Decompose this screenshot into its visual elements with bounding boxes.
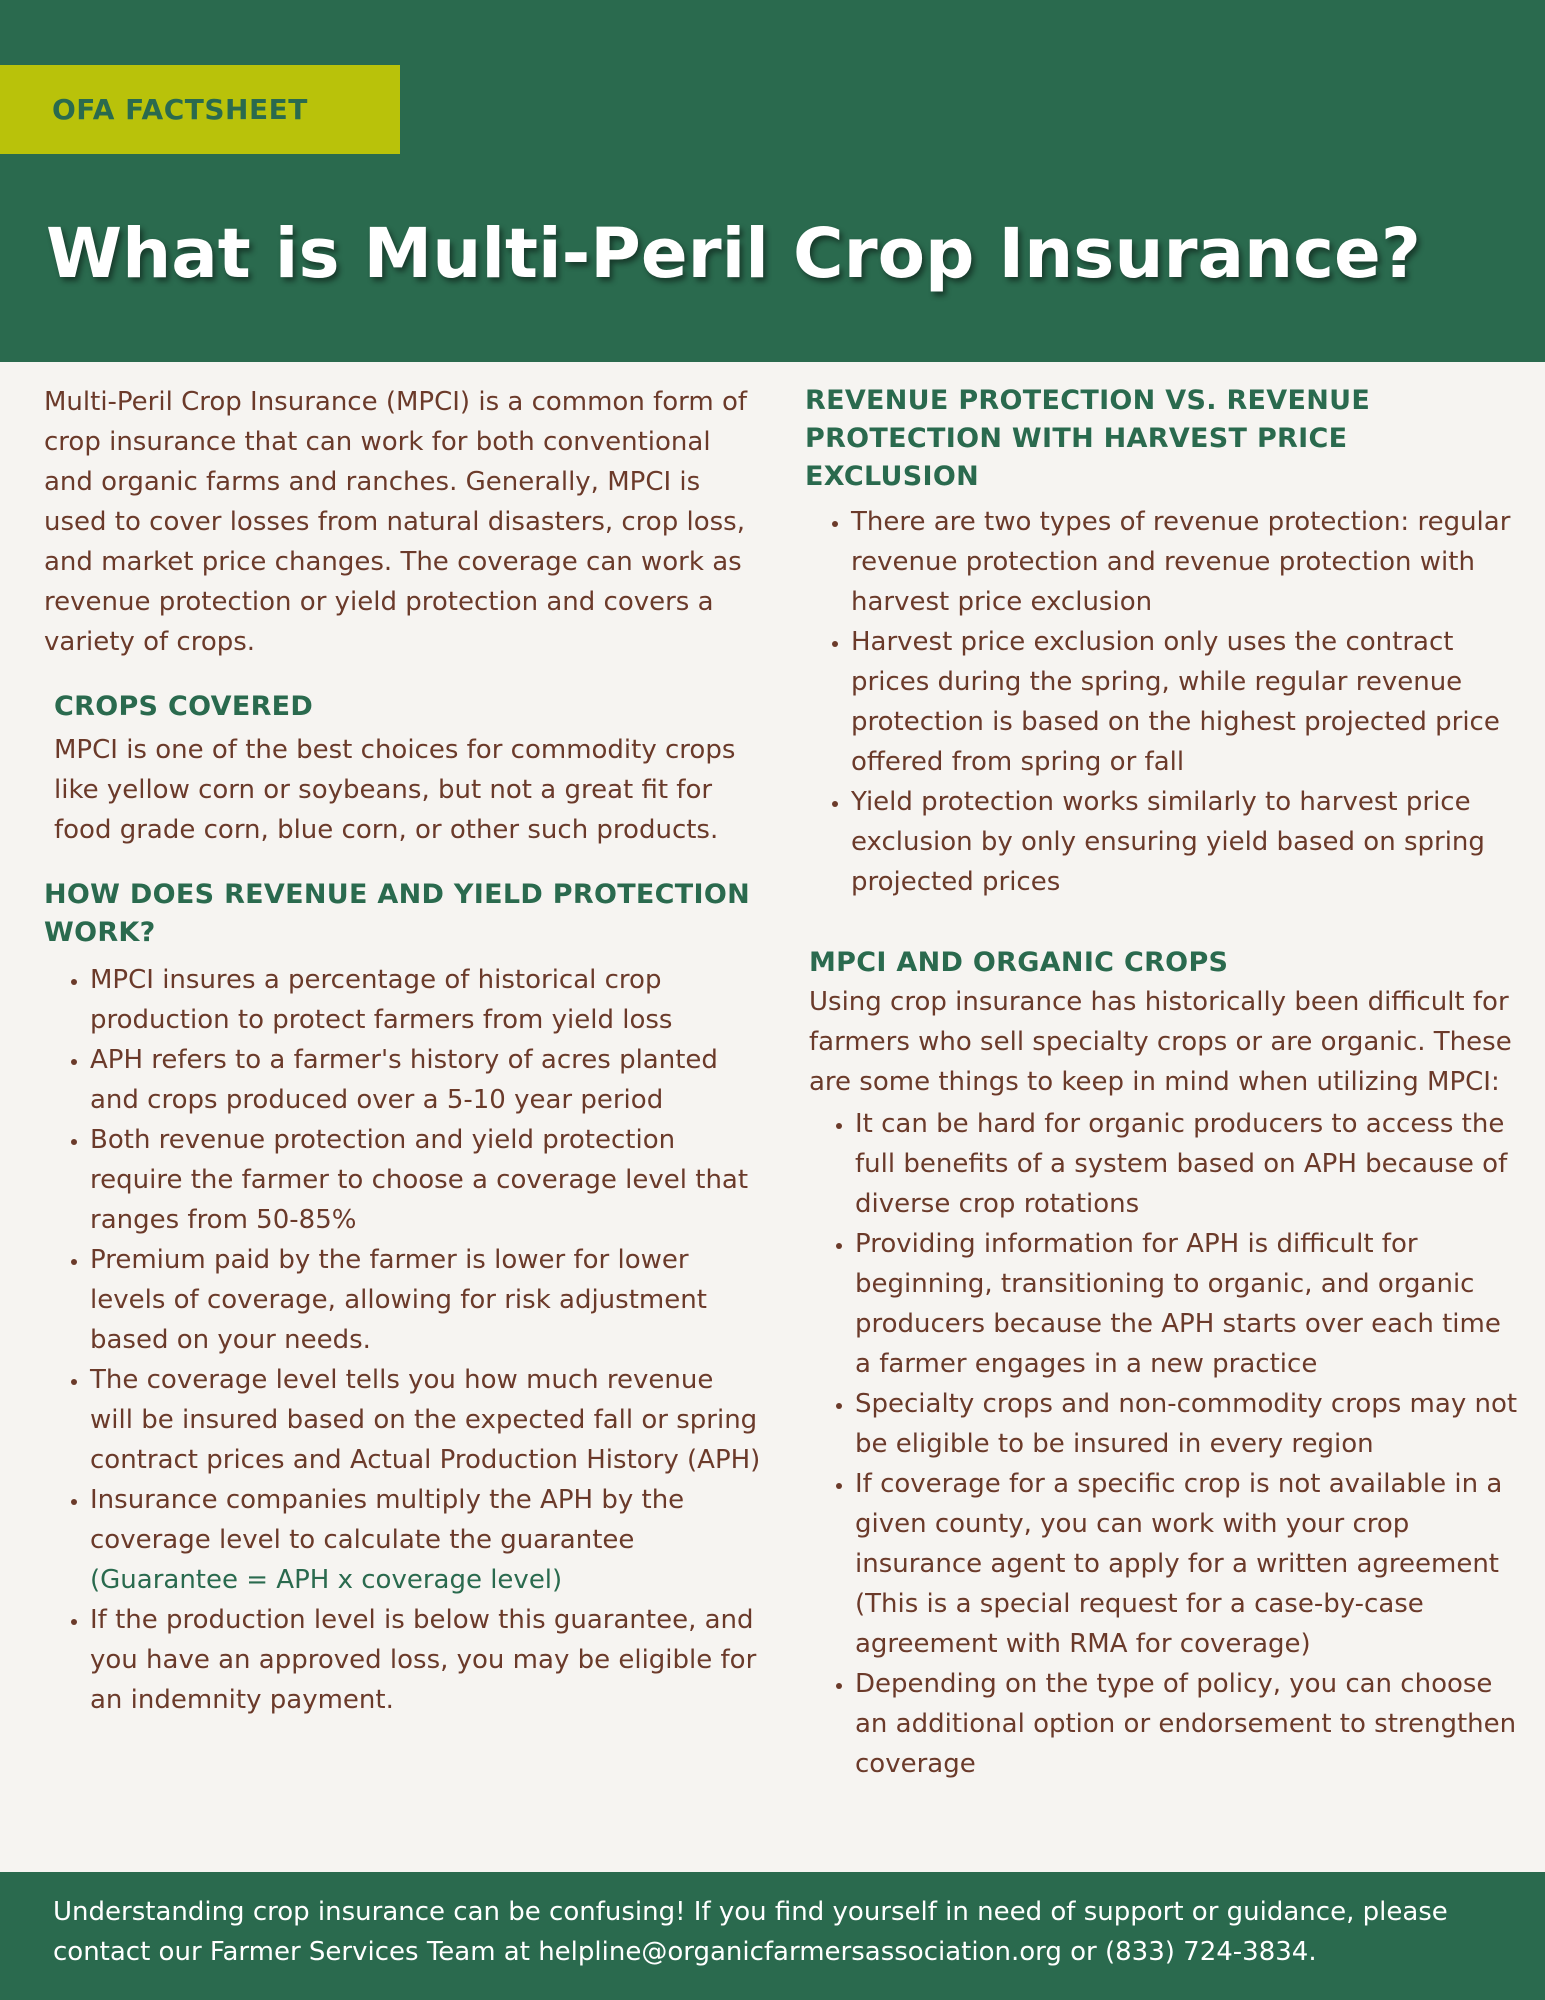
organic-crops-intro: Using crop insurance has historically been difficult for farmers who sell specialty crops or are organic. These are some things to keep in mind when utilizing MPCI:: [809, 987, 1512, 1097]
list-item: • If the production level is below this guarantee, and you have an approved loss, you may be eligible for an indemnity payment.: [90, 1600, 764, 1720]
list-item: • Yield protection works similarly to harvest price exclusion by only ensuring yield based on spring projected prices: [851, 782, 1525, 902]
list-item: • The coverage level tells you how much revenue will be insured based on the expected fall or spring contract prices and Actual Production History (APH): [90, 1360, 764, 1480]
footer-banner: [0, 1872, 1545, 2000]
list-item: • If coverage for a specific crop is not available in a given county, you can work with your crop insurance agent to apply for a written agreement (This is a special request for a case-by-case agreement with RMA for coverage): [855, 1464, 1525, 1664]
revenue-protection-heading: REVENUE PROTECTION VS. REVENUE PROTECTION WITH HARVEST PRICE EXCLUSION: [805, 385, 1371, 492]
intro-paragraph: Multi-Peril Crop Insurance (MPCI) is a common form of crop insurance that can work for both conventional and organic farms and ranches. Generally, MPCI is used to cover losses from natural disasters, crop loss, and market price changes. The coverage can work as revenue protection or yield protection and covers a variety of crops.: [44, 387, 748, 657]
factsheet-tag-label: OFA FACTSHEET: [52, 93, 308, 126]
list-item: • Providing information for APH is difficult for beginning, transitioning to organic, and organic producers because the APH starts over each time a farmer engages in a new practice: [855, 1224, 1525, 1384]
list-item: • Specialty crops and non-commodity crops may not be eligible to be insured in every region: [855, 1384, 1525, 1464]
crops-covered-section: [54, 688, 764, 850]
left-column: [44, 382, 764, 1720]
guarantee-formula: (Guarantee = APH x coverage level): [90, 1565, 563, 1595]
how-protection-list: [44, 960, 764, 1720]
list-item: • It can be hard for organic producers to access the full benefits of a system based on APH because of diverse crop rotations: [855, 1104, 1525, 1224]
organic-crops-list: [809, 1104, 1525, 1784]
factsheet-tag: [0, 65, 400, 154]
list-item: • Both revenue protection and yield protection require the farmer to choose a coverage level that ranges from 50-85%: [90, 1120, 764, 1240]
list-item: • Depending on the type of policy, you can choose an additional option or endorsement to strengthen coverage: [855, 1664, 1525, 1784]
organic-crops-section: [809, 944, 1525, 1784]
revenue-protection-section: [805, 382, 1525, 902]
crops-covered-text: MPCI is one of the best choices for commodity crops like yellow corn or soybeans, but not a great fit for food grade corn, blue corn, or other such products.: [54, 735, 736, 845]
crops-covered-heading: CROPS COVERED: [54, 691, 314, 722]
list-item: • APH refers to a farmer's history of acres planted and crops produced over a 5-10 year period: [90, 1040, 764, 1120]
how-protection-works-section: [44, 876, 764, 1720]
header-banner: [0, 0, 1545, 362]
list-item: • Harvest price exclusion only uses the contract prices during the spring, while regular revenue protection is based on the highest projected price offered from spring or fall: [851, 622, 1525, 782]
page-title: What is Multi-Peril Crop Insurance?: [46, 214, 1421, 294]
list-item-text: Insurance companies multiply the APH by the coverage level to calculate the guarantee: [90, 1485, 685, 1555]
footer-contact-text: Understanding crop insurance can be confusing! If you find yourself in need of support or guidance, please contact our Farmer Services Team at helpline@organicfarmersassociation.org or (833) 724-3834.: [53, 1897, 1448, 1967]
list-item: • MPCI insures a percentage of historical crop production to protect farmers from yield loss: [90, 960, 764, 1040]
right-column: [805, 382, 1525, 1784]
list-item: • There are two types of revenue protection: regular revenue protection and revenue protection with harvest price exclusion: [851, 502, 1525, 622]
revenue-protection-list: [805, 502, 1525, 902]
how-protection-heading: HOW DOES REVENUE AND YIELD PROTECTION WORK?: [44, 879, 751, 948]
list-item: [90, 1480, 764, 1600]
list-item: • Premium paid by the farmer is lower for lower levels of coverage, allowing for risk adjustment based on your needs.: [90, 1240, 764, 1360]
organic-crops-heading: MPCI AND ORGANIC CROPS: [809, 947, 1229, 978]
